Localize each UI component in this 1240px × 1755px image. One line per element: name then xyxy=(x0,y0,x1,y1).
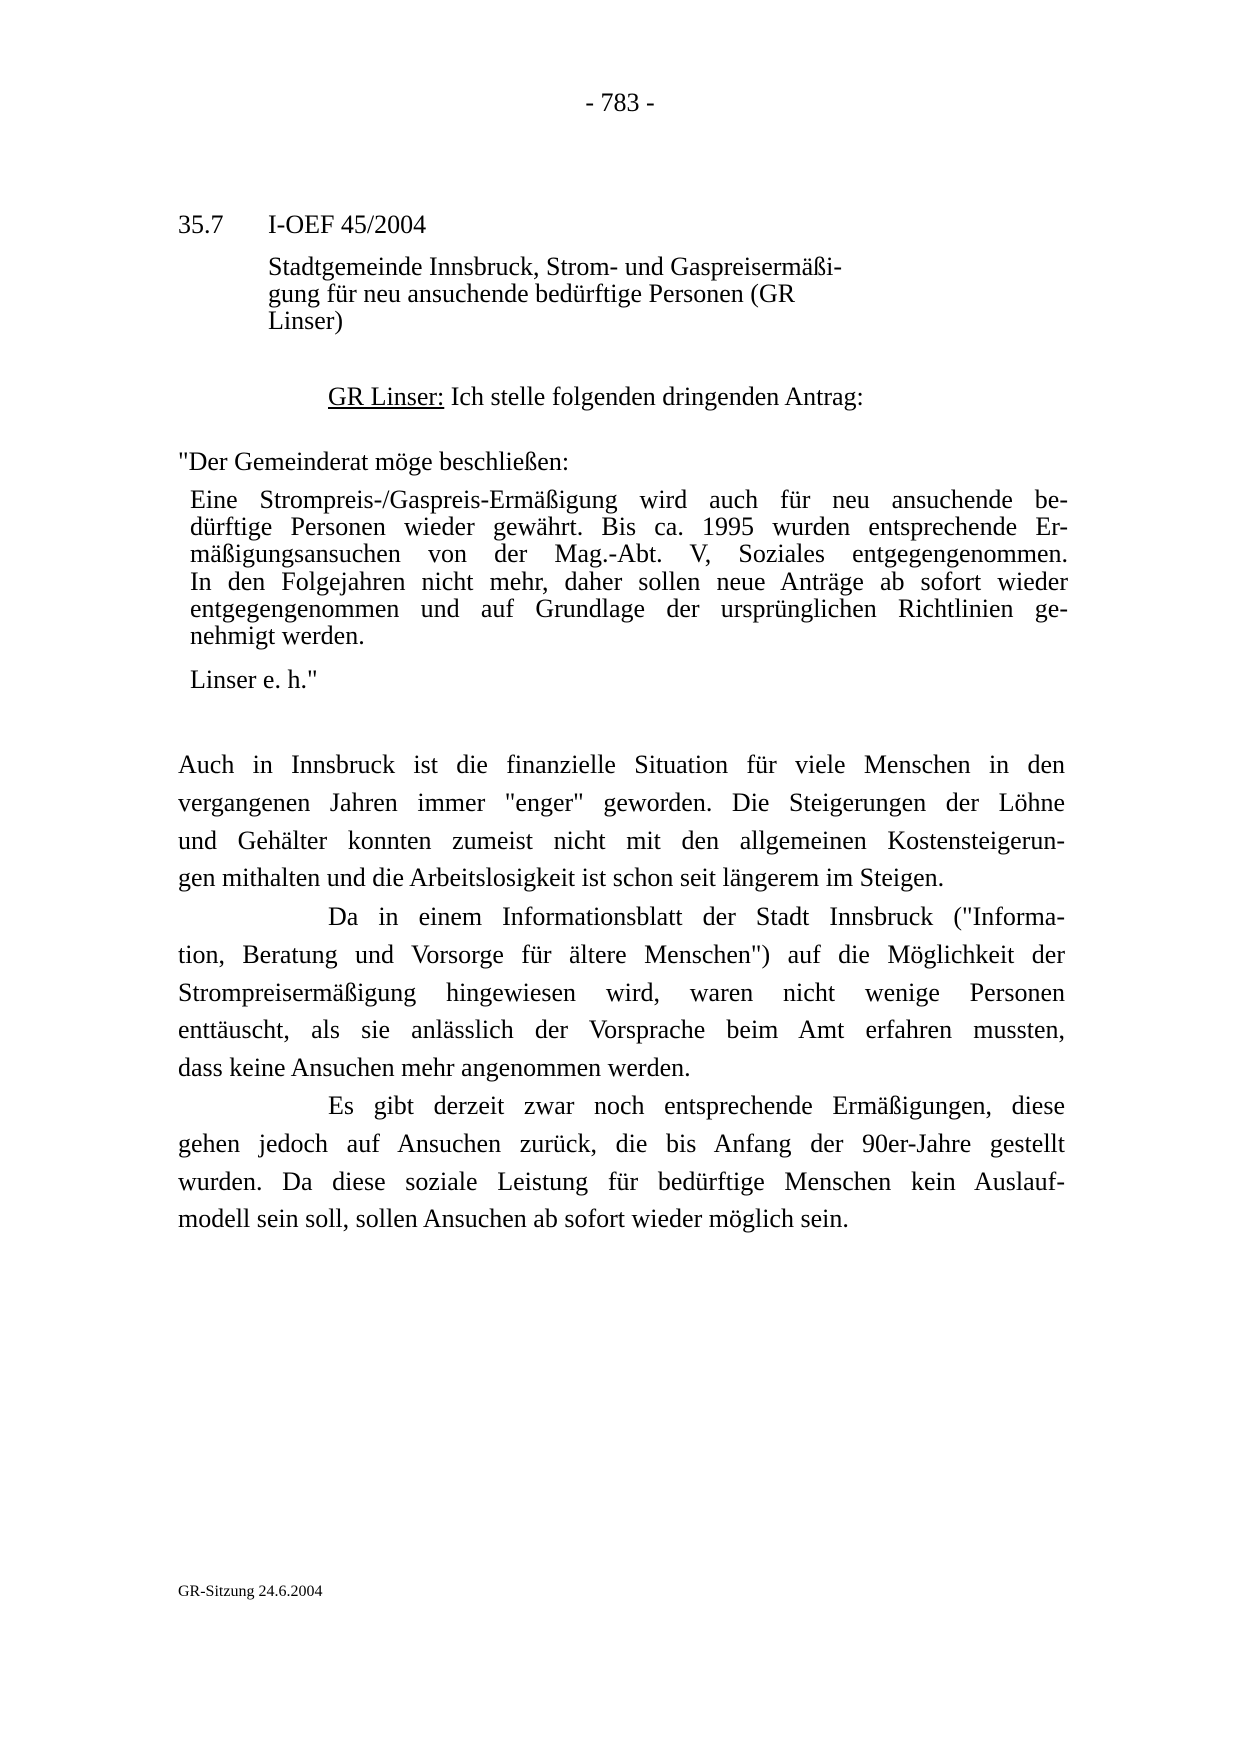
paragraph-line: gehen jedoch auf Ansuchen zurück, die bis Anfang der 90er-Jahre gestellt xyxy=(178,1128,1065,1158)
subject-line: Linser) xyxy=(268,306,344,335)
paragraph-line: Strompreisermäßigung hingewiesen wird, waren nicht wenige Personen xyxy=(178,977,1065,1007)
paragraph-line: enttäuscht, als sie anlässlich der Vorsprache beim Amt erfahren mussten, xyxy=(178,1015,1065,1045)
resolution-line: entgegengenommen und auf Grundlage der ursprünglichen Richtlinien ge- xyxy=(190,593,1068,623)
paragraph-line: wurden. Da diese soziale Leistung für bedürftige Menschen kein Auslauf- xyxy=(178,1166,1065,1196)
motion-text: Ich stelle folgenden dringenden Antrag: xyxy=(444,382,864,411)
paragraph-line: modell sein soll, sollen Ansuchen ab sofort wieder möglich sein. xyxy=(178,1204,849,1234)
motion-intro xyxy=(328,382,864,412)
paragraph-line: Es gibt derzeit zwar noch entsprechende Ermäßigungen, diese xyxy=(328,1091,1065,1120)
resolution-intro: "Der Gemeinderat möge beschließen: xyxy=(178,447,570,476)
paragraph-line: Auch in Innsbruck ist die finanzielle Situation für viele Menschen in den xyxy=(178,750,1065,779)
resolution-text xyxy=(190,486,1068,649)
resolution-line: In den Folgejahren nicht mehr, daher sollen neue Anträge ab sofort wieder xyxy=(190,566,1068,596)
footer-session-date: GR-Sitzung 24.6.2004 xyxy=(178,1583,323,1600)
resolution-line: Eine Strompreis-/Gaspreis-Ermäßigung wird auch für neu ansuchende be- xyxy=(190,485,1068,514)
subject-line: gung für neu ansuchende bedürftige Personen (GR xyxy=(268,279,796,308)
page-number: - 783 - xyxy=(585,88,655,117)
paragraph-line: und Gehälter konnten zumeist nicht mit den allgemeinen Kostensteigerun- xyxy=(178,825,1065,855)
body-paragraph-3 xyxy=(178,1087,1065,1238)
agenda-item-subject xyxy=(268,253,928,334)
agenda-item-reference: I-OEF 45/2004 xyxy=(268,210,427,239)
body-paragraph-2 xyxy=(178,898,1065,1087)
resolution-line: dürftige Personen wieder gewährt. Bis ca. 1995 wurden entsprechende Er- xyxy=(190,512,1068,542)
paragraph-line: Da in einem Informationsblatt der Stadt Innsbruck ("Informa- xyxy=(328,902,1065,931)
paragraph-line: tion, Beratung und Vorsorge für ältere Menschen") auf die Möglichkeit der xyxy=(178,939,1065,969)
paragraph-line: dass keine Ansuchen mehr angenommen werden. xyxy=(178,1053,691,1083)
body-paragraph-1 xyxy=(178,746,1065,897)
signature: Linser e. h." xyxy=(190,665,318,694)
subject-line: Stadtgemeinde Innsbruck, Strom- und Gaspreisermäßi- xyxy=(268,252,843,281)
motion-speaker: GR Linser: xyxy=(328,382,445,411)
paragraph-line: gen mithalten und die Arbeitslosigkeit ist schon seit längerem im Steigen. xyxy=(178,863,945,893)
resolution-line: nehmigt werden. xyxy=(190,621,365,651)
resolution-line: mäßigungsansuchen von der Mag.-Abt. V, Soziales entgegengenommen. xyxy=(190,539,1068,569)
paragraph-line: vergangenen Jahren immer "enger" geworden. Die Steigerungen der Löhne xyxy=(178,787,1065,817)
agenda-item-number: 35.7 xyxy=(178,210,224,239)
